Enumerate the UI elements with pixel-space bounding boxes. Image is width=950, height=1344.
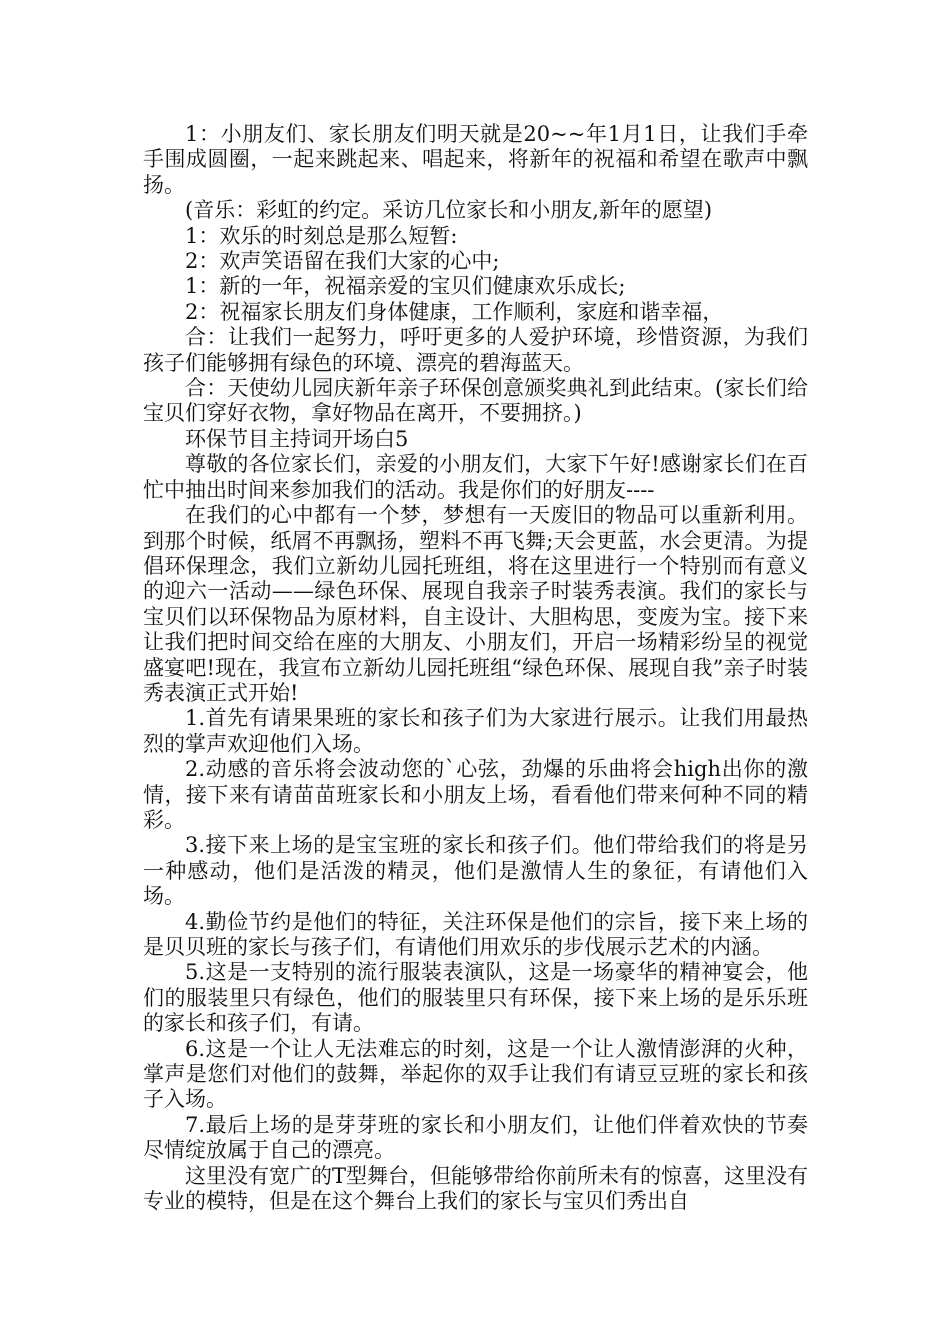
paragraph-host2-line: 2：欢声笑语留在我们大家的心中; (185, 249, 500, 274)
paragraph-together-closing: 合：天使幼儿园庆新年亲子环保创意颁奖典礼到此结束。(家长们给宝贝们穿好衣物，拿好物品在离开，不要拥挤。) (143, 376, 808, 426)
paragraph-host2-blessing: 2：祝福家长朋友们身体健康，工作顺利，家庭和谐幸福， (185, 299, 724, 324)
paragraph-greeting: 尊敬的各位家长们，亲爱的小朋友们，大家下午好!感谢家长们在百忙中抽出时间来参加我们的活动。我是你们的好朋友---- (143, 452, 808, 502)
paragraph-item-1: 1.首先有请果果班的家长和孩子们为大家进行展示。让我们用最热烈的掌声欢迎他们入场。 (143, 706, 808, 756)
paragraph-music-note: (音乐：彩虹的约定。采访几位家长和小朋友,新年的愿望) (185, 198, 713, 223)
paragraph-item-6: 6.这是一个让人无法难忘的时刻，这是一个让人激情澎湃的火种，掌声是您们对他们的鼓舞，举起你的双手让我们有请豆豆班的家长和孩子入场。 (143, 1036, 808, 1112)
paragraph-item-3: 3.接下来上场的是宝宝班的家长和孩子们。他们带给我们的将是另一种感动，他们是活泼的精灵，他们是激情人生的象征，有请他们入场。 (143, 833, 808, 909)
paragraph-item-7: 7.最后上场的是芽芽班的家长和小朋友们，让他们伴着欢快的节奏尽情绽放属于自己的漂亮。 (143, 1112, 808, 1163)
paragraph-opening-line: 1：小朋友们、家长朋友们明天就是20~~年1月1日，让我们手牵手围成圆圈，一起来跳起来、唱起来，将新年的祝福和希望在歌声中飘扬。 (143, 122, 808, 197)
paragraph-host1-blessing: 1：新的一年，祝福亲爱的宝贝们健康欢乐成长; (185, 274, 626, 299)
paragraph-item-4: 4.勤俭节约是他们的特征，关注环保是他们的宗旨，接下来上场的是贝贝班的家长与孩子们，有请他们用欢乐的步伐展示艺术的内涵。 (143, 909, 808, 959)
section-heading: 环保节目主持词开场白5 (185, 426, 409, 451)
paragraph-host1-line: 1：欢乐的时刻总是那么短暂: (185, 223, 458, 248)
paragraph-final: 这里没有宽广的T型舞台，但能够带给你前所未有的惊喜，这里没有专业的模特，但是在这个舞台上我们的家长与宝贝们秀出自 (143, 1163, 809, 1214)
paragraph-together-appeal: 合：让我们一起努力，呼吁更多的人爱护环境，珍惜资源，为我们孩子们能够拥有绿色的环境、漂亮的碧海蓝天。 (143, 325, 808, 375)
paragraph-introduction: 在我们的心中都有一个梦，梦想有一天废旧的物品可以重新利用。到那个时候，纸屑不再飘扬，塑料不再飞舞;天会更蓝，水会更清。为提倡环保理念，我们立新幼儿园托班组，将在这里进行一个特别而有意义的迎六一活动——绿色环保、展现自我亲子时装秀表演。我们的家长与宝贝们以环保物品为原材料，自主设计、大胆构思，变废为宝。接下来让我们把时间交给在座的大朋友、小朋友们，开启一场精彩纷呈的视觉盛宴吧!现在，我宣布立新幼儿园托班组“绿色环保、展现自我”亲子时装秀表演正式开始! (143, 503, 808, 705)
paragraph-item-5: 5.这是一支特别的流行服装表演队，这是一场豪华的精神宴会，他们的服装里只有绿色，他们的服装里只有环保，接下来上场的是乐乐班的家长和孩子们，有请。 (143, 960, 808, 1036)
paragraph-item-2: 2.动感的音乐将会波动您的`心弦，劲爆的乐曲将会high出你的激情，接下来有请苗苗班家长和小朋友上场，看看他们带来何种不同的精彩。 (143, 757, 808, 832)
document-body (143, 122, 808, 1214)
